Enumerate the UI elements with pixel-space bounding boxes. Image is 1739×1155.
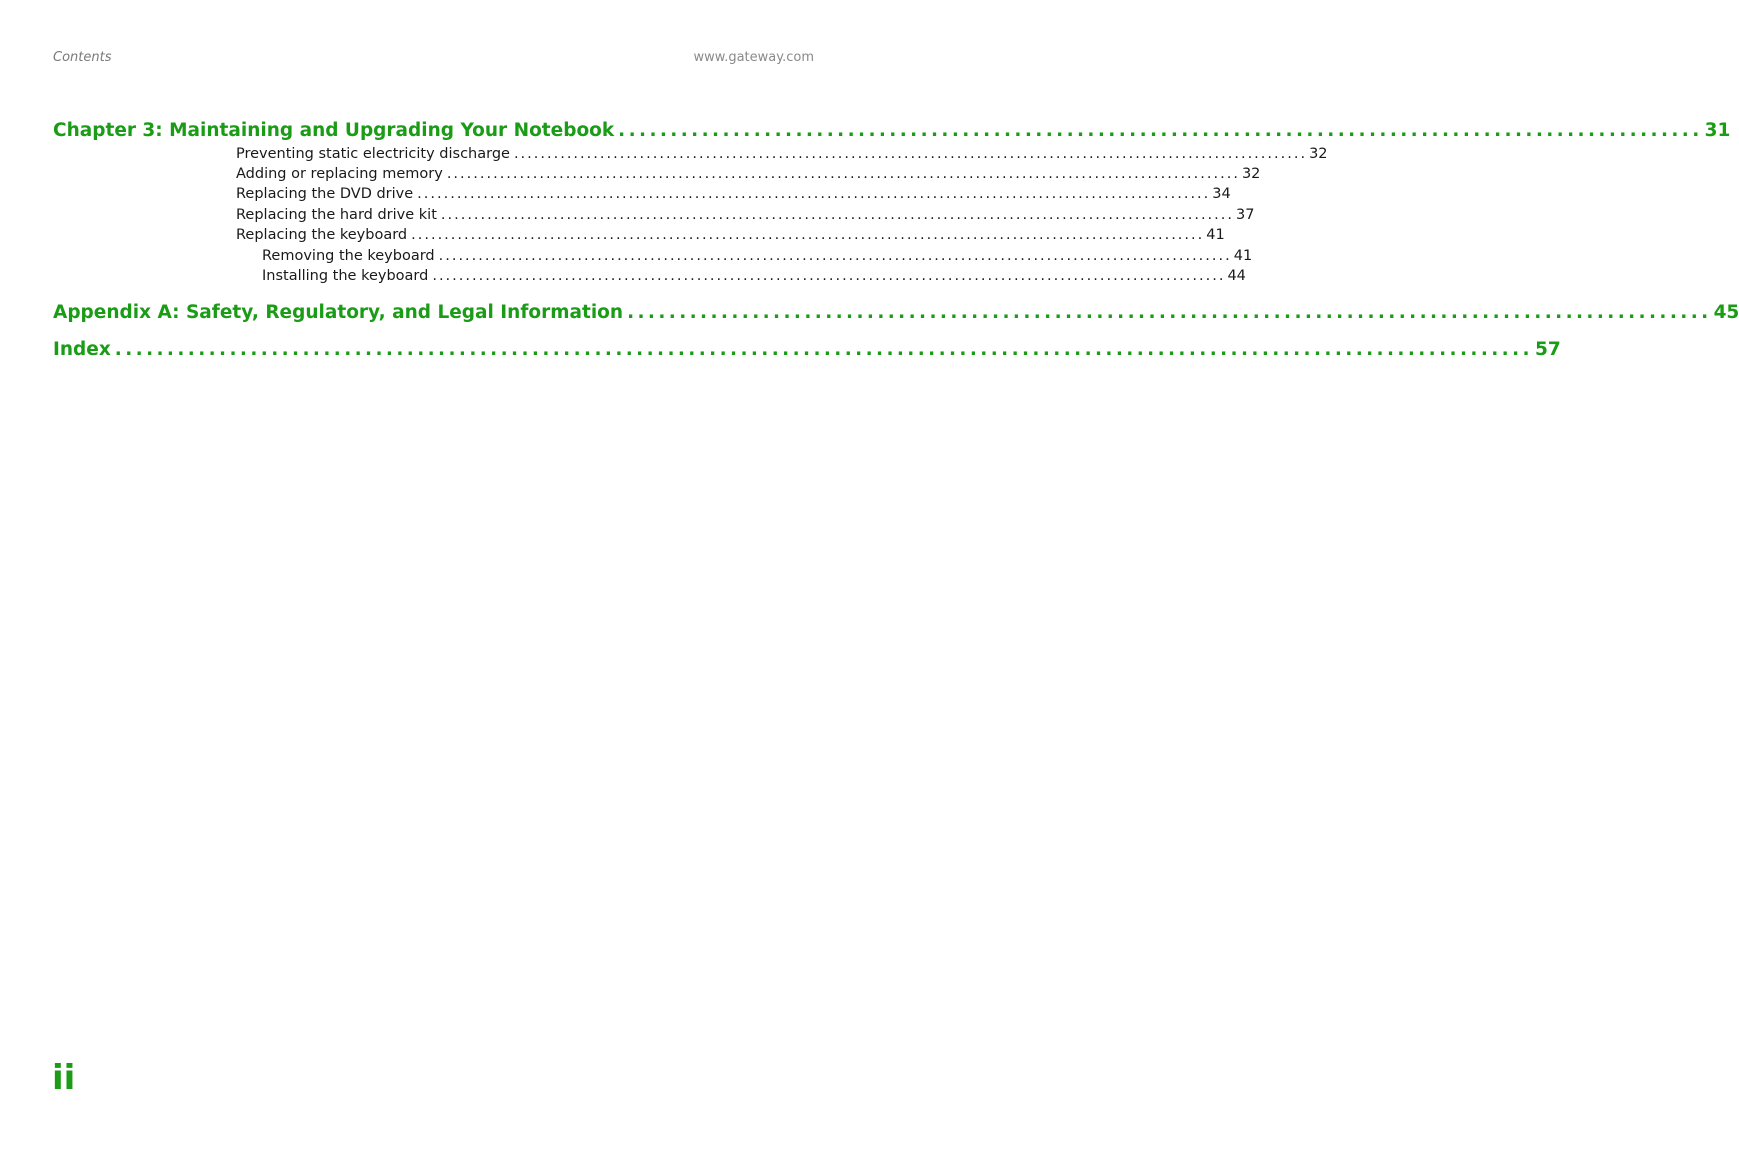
running-header-url: www.gateway.com (693, 50, 814, 65)
toc-page-number: 45 (1713, 302, 1739, 323)
toc-leader-dots: ........................................................................................................ (618, 120, 1703, 141)
toc-appendix-a[interactable] (53, 302, 1739, 323)
toc-chapter-3[interactable] (53, 120, 1731, 141)
toc-leader-dots: ........................................................................................................................ (440, 207, 1234, 223)
toc-entry[interactable] (262, 268, 1246, 284)
toc-entry-page: 37 (1236, 207, 1255, 223)
toc-index[interactable] (53, 339, 1561, 360)
toc-chapter-title: Appendix A: Safety, Regulatory, and Legal Information (53, 302, 624, 323)
toc-entry-page: 44 (1227, 268, 1246, 284)
toc-entry-title: Installing the keyboard (262, 268, 429, 284)
toc-entry-title: Replacing the hard drive kit (236, 207, 437, 223)
toc-entry[interactable] (262, 248, 1253, 264)
toc-entry-page: 32 (1309, 146, 1328, 162)
toc-entry[interactable] (236, 186, 1231, 202)
toc-entry-page: 41 (1206, 227, 1225, 243)
toc-leader-dots: ........................................................................................................................ (438, 248, 1232, 264)
toc-entry-title: Replacing the DVD drive (236, 186, 414, 202)
toc-leader-dots: ........................................................................................................................................ (114, 339, 1533, 360)
footer-page-number: ii (52, 1058, 76, 1098)
toc-entry[interactable] (236, 166, 1261, 182)
toc-leader-dots: ........................................................................................................................ (411, 227, 1205, 243)
toc-page-number: 31 (1704, 120, 1731, 141)
toc-entry-page: 34 (1212, 186, 1231, 202)
toc-entry[interactable] (236, 227, 1225, 243)
toc-entry-page: 41 (1233, 248, 1253, 264)
toc-page-number: 57 (1534, 339, 1561, 360)
toc-entry[interactable] (236, 146, 1328, 162)
toc-leader-dots: ........................................................................................................................ (417, 186, 1211, 202)
toc-chapter-title: Chapter 3: Maintaining and Upgrading Your Notebook (53, 120, 615, 141)
toc-entry-title: Replacing the keyboard (236, 227, 408, 243)
toc-entry-page: 32 (1241, 166, 1261, 182)
toc-leader-dots: ........................................................................................................................ (432, 268, 1226, 284)
toc-entry-title: Preventing static electricity discharge (236, 146, 510, 162)
running-header-section: Contents (53, 50, 112, 65)
toc-entry[interactable] (236, 207, 1255, 223)
toc-leader-dots: ........................................................................................................................ (446, 166, 1240, 182)
toc-leader-dots: ........................................................................................................................ (513, 146, 1308, 162)
toc-entry-title: Adding or replacing memory (236, 166, 443, 182)
toc-chapter-title: Index (53, 339, 111, 360)
toc-entry-title: Removing the keyboard (262, 248, 435, 264)
toc-leader-dots: ........................................................................................................ (627, 302, 1712, 323)
